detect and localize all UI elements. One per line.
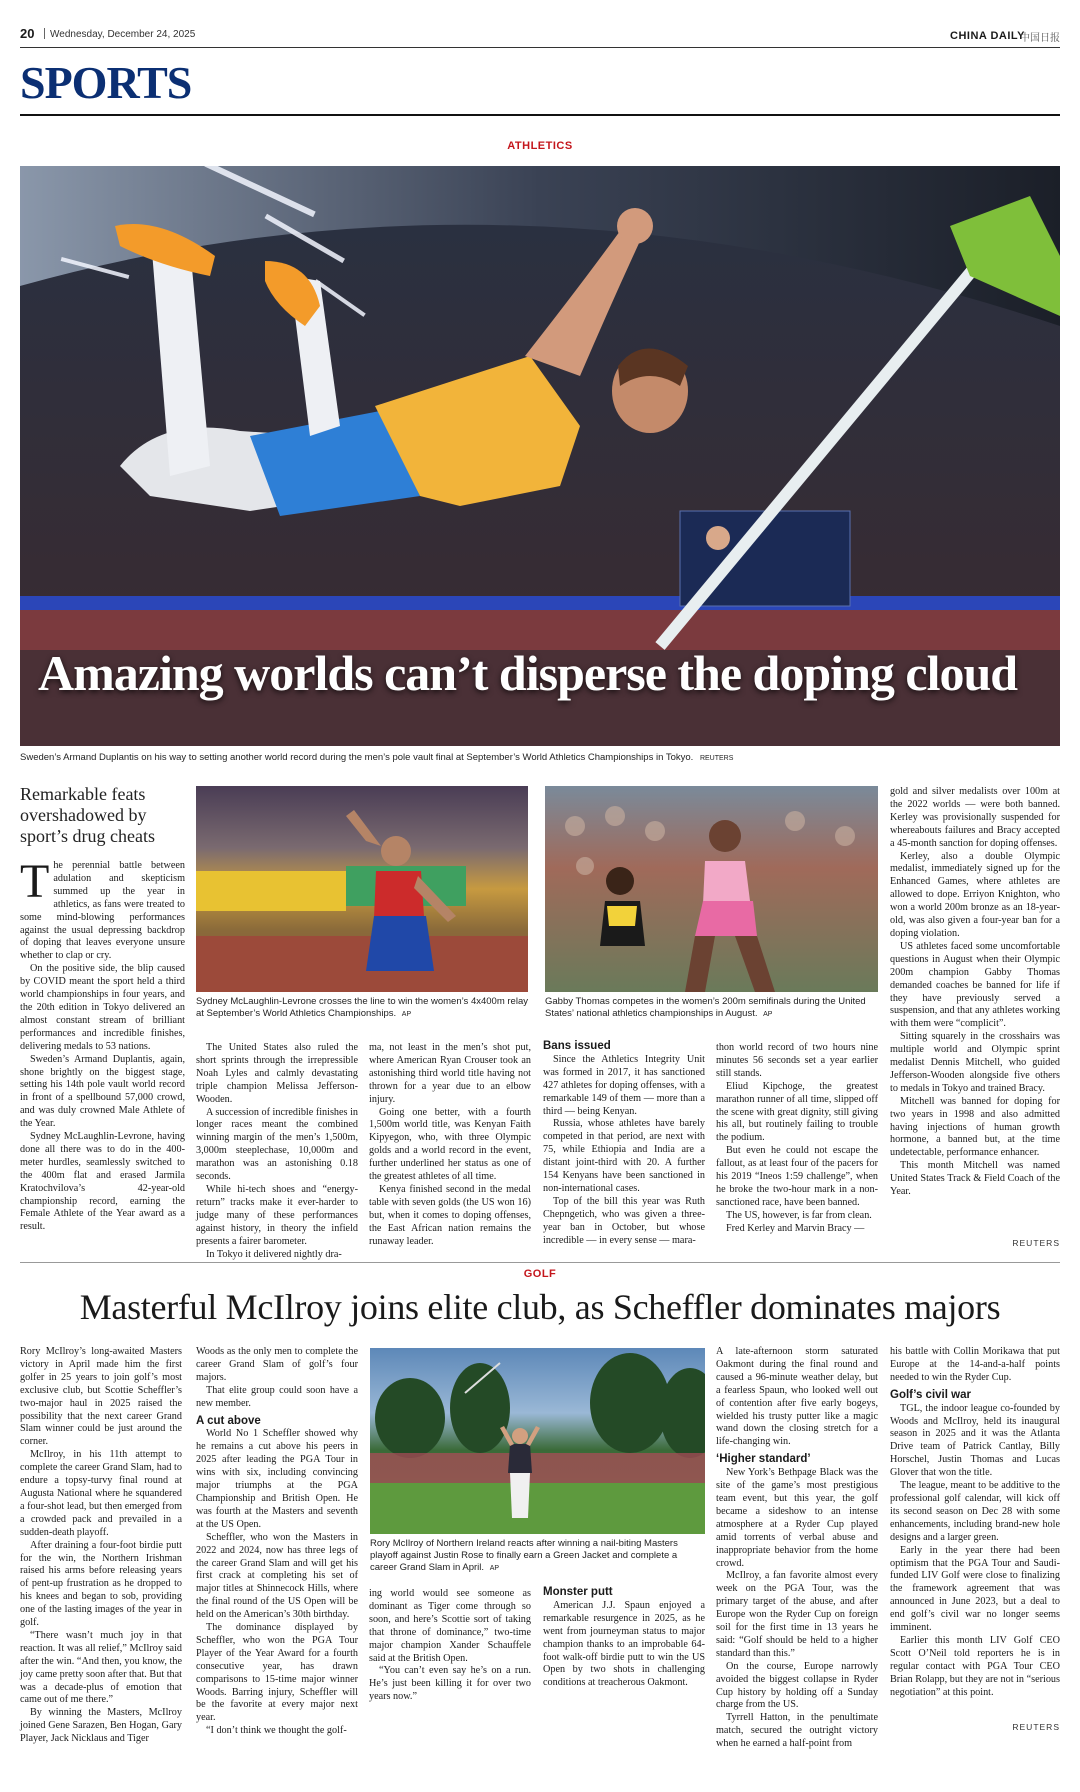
paragraph: Rory McIlroy’s long-awaited Masters victory in April made him the first golfer in 25 years to join golf’s most exclusive club, but Scottie Scheffler’s two-major haul in 2025 raised the possibility that the next career Grand Slam winner could be just around the corner. [20, 1346, 182, 1448]
paragraph: The dominance displayed by Scheffler, who won the PGA Tour Player of the Year Award for a fourth consecutive year, has drawn comparisons to 15-time major winner Woods. Barring injury, Scheffler will be the favorite at every major next year. [196, 1622, 358, 1724]
paragraph: Earlier this month LIV Golf CEO Scott O’Neil told reporters he is in regular contact with PGA Tour CEO Brian Rolapp, but they are not in “serious negotiation” at this point. [890, 1634, 1060, 1698]
paragraph: “There wasn’t much joy in that reaction. It was all relief,” McIlroy said after the win. “And then, you know, the joy came pretty soon after that. But that was a decade-plus of emotion that came out of me there.” [20, 1629, 182, 1706]
photo2-caption-credit: AP [401, 1011, 412, 1018]
paragraph: Top of the bill this year was Ruth Chepngetich, who was given a three-year ban in October, but whose incredible — in every sense — mara- [543, 1195, 705, 1246]
athletics-kicker: ATHLETICS [507, 140, 573, 152]
drop-cap: T [20, 855, 50, 908]
relay-runner-photo [196, 786, 528, 992]
subhead-monster-putt: Monster putt [543, 1586, 613, 1598]
main-headline: Amazing worlds can’t disperse the doping cloud [38, 645, 1018, 701]
paragraph: The United States also ruled the short sprints through the irrepressible Noah Lyles and calmly devastating triple champion Melissa Jefferson-Wooden. [196, 1042, 358, 1105]
paragraph: On the course, Europe narrowly avoided the biggest collapse in Ryder Cup history by holding off a Sunday charge from the US. [716, 1660, 878, 1711]
paragraph: By winning the Masters, McIlroy joined Gene Sarazen, Ben Hogan, Gary Player, Jack Nicklaus and Tiger [20, 1707, 182, 1745]
paragraph: McIlroy, a fan favorite almost every week on the PGA Tour, was the primary target of the abuse, and after Europe won the Ryder Cup on foreign soil for the first time in 13 years he said: “Golf should be held to a higher standard than this.” [716, 1570, 878, 1659]
paragraph: In Tokyo it delivered nightly dra- [206, 1248, 342, 1260]
athletics-col-5 [716, 1042, 878, 1236]
golf-byline: REUTERS [1012, 1722, 1060, 1732]
paragraph: Sitting squarely in the crosshairs was multiple world and Olympic sprint medalist Dennis Mitchell, who guided Jefferson-Wooden alongside five others to medals in Tokyo and trained Bracy. [890, 1031, 1060, 1094]
golf-kicker: GOLF [523, 1268, 557, 1280]
page-number: 20 [20, 26, 35, 41]
paragraph: Eliud Kipchoge, the greatest marathon runner of all time, slipped off the scene with great dignity, still giving his all, but routinely failing to trouble the podium. [716, 1080, 878, 1144]
golf-caption-credit: AP [489, 1565, 500, 1572]
golf-photo-caption [370, 1538, 705, 1575]
paragraph: his battle with Collin Morikawa that put Europe at the 14-and-a-half points needed to win the Ryder Cup. [890, 1346, 1060, 1383]
athletics-col-4 [543, 1040, 705, 1248]
golf-rule [20, 1262, 1060, 1263]
mclaughlin-photo [196, 786, 528, 992]
paragraph: But even he could not escape the fallout, as at least four of the pacers for his 2019 “Ineos 1:59 challenge”, when he broke the two-hour mark in a non-sanctioned race, have been banned. [716, 1145, 878, 1208]
paragraph: Mitchell was banned for doping for two years in 1998 and also admitted having injections of human growth hormone, a banned but, at the time undetectable, performance enhancer. [890, 1095, 1060, 1159]
paragraph: TGL, the indoor league co-founded by Woods and McIlroy, held its inaugural season in 2025 and it was the Atlanta Drive team of Patrick Cantlay, Billy Horschel, Justin Thomas and Lucas Glover that won the title. [890, 1402, 1060, 1479]
brand-name: CHINA DAILY [950, 30, 1025, 42]
paragraph: gold and silver medalists over 100m at the 2022 worlds — were both banned. Kerley was provisionally suspended for whereabouts failures and Bracy accepted a 45-month sanction for doping offenses. [890, 786, 1060, 849]
athletics-byline: REUTERS [1012, 1238, 1060, 1248]
golf-headline: Masterful McIlroy joins elite club, as Scheffler dominates majors [79, 1287, 1001, 1327]
mcilroy-photo [370, 1348, 705, 1534]
subhead-golfs-civil-war: Golf’s civil war [890, 1388, 971, 1401]
photo3-caption [545, 996, 878, 1021]
photo3-caption-text: Gabby Thomas competes in the women’s 200m semifinals during the United States’ national athletics championships in August. [545, 996, 866, 1019]
paragraph: New York’s Bethpage Black was the site of the game’s most prestigious team event, but this year, the golf became a sideshow to an intense atmosphere at a Ryder Cup played amid torrents of verbal abuse and inappropriate behavior from the home crowd. [716, 1467, 878, 1569]
paragraph: World No 1 Scheffler showed why he remains a cut above his peers in 2025 after leading the PGA Tour in wins with six, including convincing major triumphs at the PGA Championship and British Open. He was fourth at the Masters and seventh at the US Open. [196, 1428, 358, 1530]
golf-col-6 [890, 1346, 1060, 1699]
golfer-celebrating-photo [370, 1348, 705, 1534]
paragraph: Sweden’s Armand Duplantis, again, shone brightly on the biggest stage, setting his 14th pole vault world record in front of a spellbound 57,000 crowd, and was duly crowned Male Athlete of the Year. [20, 1053, 185, 1130]
main-caption-text: Sweden’s Armand Duplantis on his way to setting another world record during the men’s pole vault final at September’s World Athletics Championships in Tokyo. [20, 752, 694, 763]
sprinters-photo [545, 786, 878, 992]
paragraph: American J.J. Spaun enjoyed a remarkable resurgence in 2025, as he went from journeyman status to major champion thanks to an improbable 64-foot walk-off birdie putt to win the US Open by two shots in challenging conditions at treacherous Oakmont. [543, 1599, 705, 1689]
paragraph: Fred Kerley and Marvin Bracy — [726, 1222, 865, 1234]
paragraph: McIlroy, in his 11th attempt to complete the career Grand Slam, had to endure a topsy-turvy final round at Augusta National where he squandered a four-shot lead, but then emerged from a crowded pack and prevailed in a sudden-death playoff. [20, 1449, 182, 1538]
paragraph: ing world would see someone as dominant as Tiger come through so soon, and here’s Scottie sort of taking that throne of dominance,” two-time major champion Xander Schauffele said at the British Open. [369, 1588, 531, 1664]
subhead-bans-issued: Bans issued [543, 1040, 611, 1052]
golf-col-1 [20, 1346, 182, 1746]
athletics-col-2 [196, 1042, 358, 1261]
paragraph: That elite group could soon have a new member. [196, 1384, 358, 1409]
golf-caption-text: Rory McIlroy of Northern Ireland reacts after winning a nail-biting Masters playoff against Justin Rose to finally earn a Green Jacket and complete a career Grand Slam in April. [370, 1538, 678, 1573]
paragraph: Since the Athletics Integrity Unit was formed in 2017, it has sanctioned 427 athletes for doping offenses, with a remarkable 149 of them — more than a third — being Kenyan. [543, 1053, 705, 1117]
main-caption-credit: REUTERS [699, 755, 734, 762]
golf-col-2 [196, 1346, 358, 1738]
paragraph: thon world record of two hours nine minutes 56 seconds set a year earlier still stands. [716, 1042, 878, 1079]
main-photo [20, 166, 1060, 746]
paragraph: On the positive side, the blip caused by COVID meant the sport held a third world championships in four years, and the 20th edition in Tokyo delivered an almost constant stream of brilliant performances and incredible finishes, delivering medals to 53 nations. [20, 963, 185, 1052]
paragraph: Scheffler, who won the Masters in 2022 and 2024, now has three legs of the career Grand Slam and will get his first crack at completing his set of major titles at Shinnecock Hills, where the final round of the US Open will be held on the American’s 30th birthday. [196, 1531, 358, 1621]
photo3-caption-credit: AP [763, 1011, 773, 1018]
paragraph: Kerley, also a double Olympic medalist, immediately signed up for the Enhanced Games, where athletes are allowed to dope. Erriyon Knighton, who won a world 200m bronze as an 18-year-old, was also given a four-year ban for a doping violation. [890, 850, 1060, 939]
header-date: Wednesday, December 24, 2025 [50, 29, 196, 40]
paragraph: he perennial battle between adulation and skepticism summed up the year in athletics, as fans were treated to some mind-blowing performances against the usual depressing backdrop of doping that leaves everyone unsure whether to clap or cry. [20, 860, 185, 962]
header-divider [44, 28, 45, 39]
athletics-col-3 [369, 1042, 531, 1249]
header-rule [20, 47, 1060, 48]
photo2-caption [196, 996, 528, 1021]
paragraph: Going one better, with a fourth 1,500m world title, was Kenyan Faith Kipyegon, who, with three Olympic golds and a world record in the event, further underlined her status as one of the greatest athletes of all time. [369, 1106, 531, 1183]
golf-col-4 [543, 1586, 705, 1690]
paragraph: “I don’t think we thought the golf- [206, 1725, 347, 1737]
paragraph: While hi-tech shoes and “energy-return” tracks make it ever-harder to judge many of these performances against history, in theory the infield presents a fairer barometer. [196, 1183, 358, 1247]
paragraph: The league, meant to be additive to the professional golf calendar, will kick off its second season on Dec 28 with some enhancements, including brand-new hole designs and a larger green. [890, 1480, 1060, 1543]
paragraph: US athletes faced some uncomfortable questions in August when their Olympic 200m champion Gabby Thomas demanded coaches be banned for life if they have previously served a suspension, and that any athletes working with them were “complicit”. [890, 940, 1060, 1030]
main-photo-caption [20, 752, 1060, 765]
paragraph: ma, not least in the men’s shot put, where American Ryan Crouser took an astonishing third world title having not thrown for a year due to an elbow injury. [369, 1042, 531, 1105]
photo2-caption-text: Sydney McLaughlin-Levrone crosses the line to win the women’s 4x400m relay at September’s World Athletics Championships. [196, 996, 528, 1019]
thomas-photo [545, 786, 878, 992]
paragraph: After draining a four-foot birdie putt for the win, the Northern Irishman raised his arms before releasing years of pent-up frustration as he dropped to his knees and began to sob, providing one of the lasting images of the year in golf. [20, 1539, 182, 1629]
section-rule [20, 114, 1060, 116]
brand-chinese: 中国日报 [1020, 33, 1060, 44]
athletics-col-1 [20, 855, 185, 1234]
paragraph: Russia, whose athletes have barely competed in that period, are next with 75, while Ethiopia and India are a distant joint-third with 20. A further 154 Kenyans have been sanctioned in non-international cases. [543, 1118, 705, 1194]
paragraph: This month Mitchell was named United States Track & Field Coach of the Year. [890, 1160, 1060, 1198]
golf-col-5 [716, 1346, 878, 1751]
paragraph: The US, however, is far from clean. [726, 1209, 872, 1221]
paragraph: A succession of incredible finishes in longer races meant the combined winning margin of the men’s 1,500m, 3,000m steeplechase, 10,000m and marathon was an astonishing 0.18 seconds. [196, 1106, 358, 1183]
paragraph: Woods as the only men to complete the career Grand Slam of golf’s four majors. [196, 1346, 358, 1383]
subhead-a-cut-above: A cut above [196, 1414, 261, 1427]
paragraph: Early in the year there had been optimism that the PGA Tour and Saudi-funded LIV Golf were close to finalizing the framework agreement that was announced in June 2023, but a deal to end golf’s civil war no longer seems imminent. [890, 1544, 1060, 1634]
paragraph: “You can’t even say he’s on a run. He’s just been killing it for over two years now.” [369, 1665, 531, 1703]
paragraph: Tyrrell Hatton, in the penultimate match, secured the outright victory when he earned a half-point from [716, 1712, 878, 1750]
paragraph: Kenya finished second in the medal table with seven golds (the US won 16) but, when it comes to doping offenses, the East African nation remains the runaway leader. [369, 1183, 531, 1247]
subhead-higher-standard: ‘Higher standard’ [716, 1453, 811, 1466]
section-title: SPORTS [20, 57, 192, 108]
paragraph: A late-afternoon storm saturated Oakmont during the final round and caused a 96-minute weather delay, but a fearless Spaun, who looked well out of contention after five early bogeys, wielded his trusty putter like a magic wand down the closing stretch for a life-changing win. [716, 1346, 878, 1448]
athletics-col-6 [890, 786, 1060, 1199]
paragraph: Sydney McLaughlin-Levrone, having done all there was to do in the 400-meter hurdles, seamlessly switched to the 400m flat and erased Jarmila Kratochvilova’s 42-year-old championship record, earning the Female Athlete of the Year award as a result. [20, 1131, 185, 1233]
athletics-deck: Remarkable feats overshadowed by sport’s drug cheats [20, 784, 155, 846]
golf-col-3 [369, 1588, 531, 1704]
